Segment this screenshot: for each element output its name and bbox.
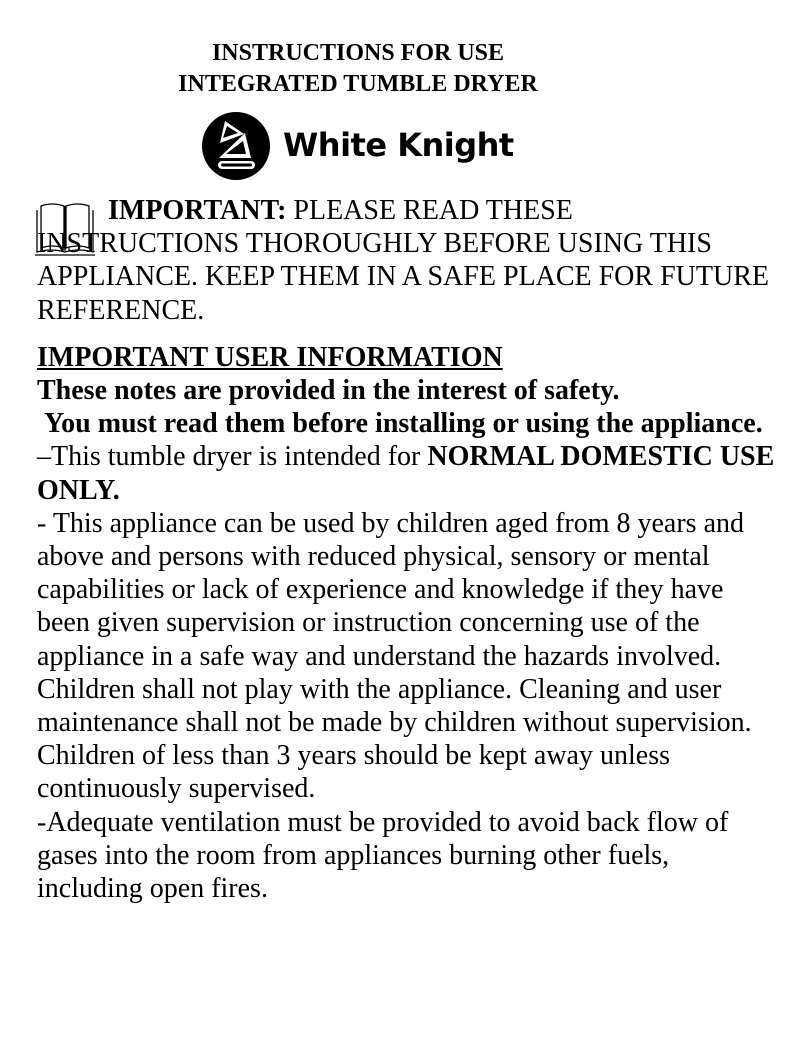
document-body xyxy=(37,194,777,905)
important-label: IMPORTANT: xyxy=(108,195,287,226)
list-item-children-supervision: - This appliance can be used by children aged from 8 years and above and persons with reduced physical, sensory or mental capabilities or lack of experience and knowledge if they have been given supervision or instruction concerning use of the appliance in a safe way and understand the hazards involved. Children shall not play with the appliance. Cleaning and user maintenance shall not be made by children without supervision. Children of less than 3 years should be kept away unless continuously supervised. xyxy=(37,507,752,805)
white-knight-emblem-icon xyxy=(201,111,271,181)
title-line-product: INTEGRATED TUMBLE DRYER xyxy=(178,71,538,97)
document-title xyxy=(0,38,716,100)
intro-safety-note: These notes are provided in the interest of safety. xyxy=(37,375,620,407)
open-book-icon xyxy=(34,200,96,256)
domestic-use-emphasis: NORMAL DOMESTIC USE ONLY. xyxy=(37,441,775,506)
brand-name: White Knight xyxy=(283,126,514,164)
important-notice xyxy=(37,194,777,327)
important-text: PLEASE READ THESE INSTRUCTIONS THOROUGHLY BEFORE USING THIS APPLIANCE. KEEP THEM IN A SAFE PLACE FOR FUTURE REFERENCE. xyxy=(37,195,769,326)
intro-read-before-use: You must read them before installing or using the appliance. xyxy=(37,408,763,440)
list-item-ventilation: -Adequate ventilation must be provided to avoid back flow of gases into the room from appliances burning other fuels, including open fires. xyxy=(37,806,729,905)
title-line-instructions: INSTRUCTIONS FOR USE xyxy=(211,40,505,66)
section-heading: IMPORTANT USER INFORMATION xyxy=(37,341,503,373)
domestic-use-prefix: –This tumble dryer is intended for xyxy=(37,441,428,473)
brand-logo xyxy=(201,111,514,181)
list-item-domestic-use xyxy=(37,440,777,506)
user-information-section xyxy=(37,341,777,905)
